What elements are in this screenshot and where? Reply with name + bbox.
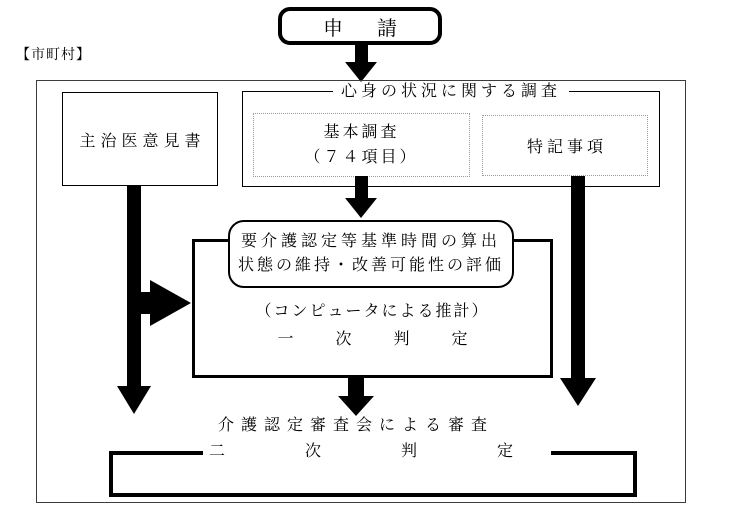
basic-survey-box	[253, 113, 470, 177]
physician-opinion-label: 主治医意見書	[79, 132, 206, 150]
arrow-physician-down-head-icon	[117, 386, 151, 414]
arrow-primary-down-head-icon	[338, 396, 374, 416]
basic-survey-line2: （７４項目）	[304, 149, 419, 166]
physician-opinion-box	[62, 92, 218, 186]
municipality-label: 【市町村】	[16, 46, 91, 62]
arrow-basic-survey-down-head-icon	[345, 198, 377, 218]
arrow-basic-survey-down-shaft-icon	[355, 176, 368, 200]
criteria-line2: 状態の維持・改善可能性の評価	[237, 257, 504, 274]
arrow-physician-down-shaft-icon	[127, 186, 141, 388]
basic-survey-line1: 基本調査	[323, 124, 400, 141]
secondary-judgment-label: 二 次 判 定	[203, 443, 551, 461]
arrow-special-notes-down-head-icon	[560, 378, 596, 406]
computer-estimation-note: （コンピュータによる推計）	[255, 303, 490, 320]
special-notes-label: 特記事項	[526, 139, 607, 156]
application-box	[278, 7, 442, 45]
arrow-primary-down-shaft-icon	[348, 378, 364, 398]
survey-group-title: 心身の状況に関する調査	[333, 82, 569, 101]
criteria-line1: 要介護認定等基準時間の算出	[240, 233, 501, 250]
criteria-bubble	[228, 220, 514, 288]
primary-judgment-label: 一 次 判 定	[277, 331, 481, 348]
special-notes-box	[482, 115, 648, 176]
arrow-application-down-head-icon	[345, 62, 377, 82]
application-label: 申 請	[323, 17, 404, 40]
arrow-branch-right-head-icon	[150, 280, 191, 326]
arrow-special-notes-down-shaft-icon	[571, 176, 585, 380]
review-board-label: 介護認定審査会による審査	[218, 417, 495, 434]
